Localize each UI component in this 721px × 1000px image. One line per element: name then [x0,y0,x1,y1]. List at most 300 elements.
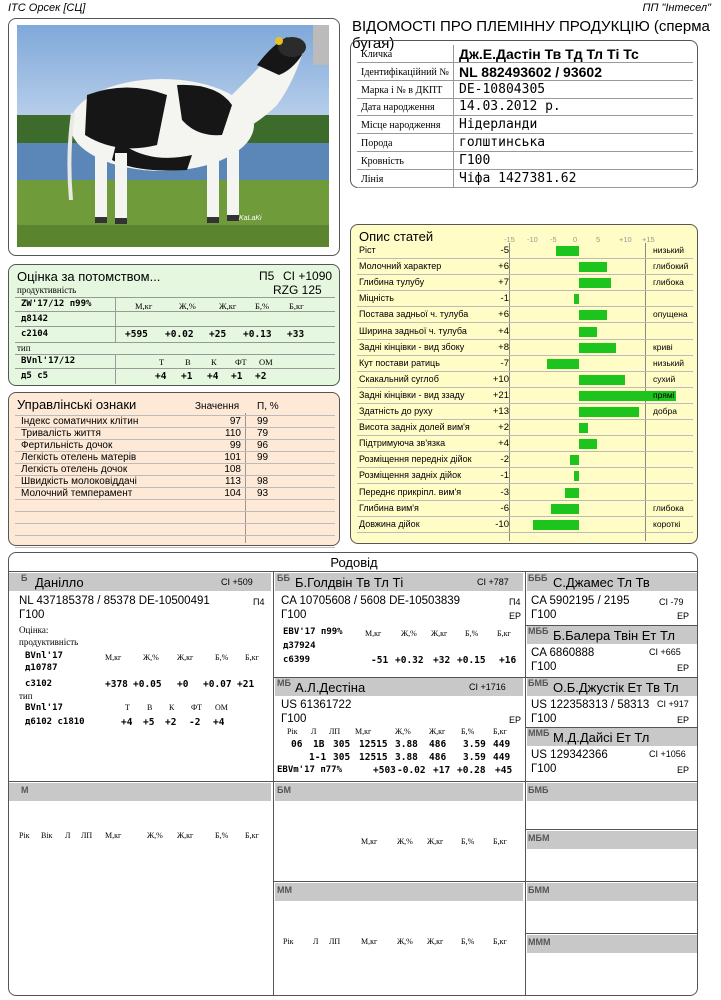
ms-lactation-cell: 449 [493,739,511,750]
linear-title: Опис статей [359,229,434,244]
mgmt-trait-name: Легкість отелень матерів [21,452,137,463]
type-dc: д5 с5 [21,371,49,381]
sire-type-value: +5 [143,717,155,728]
linear-trait-value: +7 [498,277,509,289]
sire-type-value: +2 [165,717,177,728]
linear-trait-bar [579,262,607,272]
cow-photo [17,25,329,247]
mgmt-title: Управлінські ознаки [17,397,137,412]
sire-value: +0.07 [203,679,232,690]
sire-p: П4 [253,597,265,607]
pedigree [8,552,698,996]
management-traits [8,392,340,546]
ms-lactation-cell: 3.59 [463,752,486,763]
identity-row [357,63,693,81]
mbm-tag: МБМ [528,833,550,843]
sire-ci: СІ +509 [221,577,253,587]
progeny-evaluation [8,264,340,386]
linear-trait-bar [579,407,639,417]
identity-key: Ідентифікаційний № [361,66,449,78]
ms-ebv: EBVm'17 п77% [277,765,343,775]
sms-name: О.Б.Джустік Ет Тв Тл [553,680,679,695]
mgmt-trait-name: Індекс соматичних клітин [21,416,139,427]
sire-value: +0 [177,679,189,690]
linear-trait-name: Висота задніх долей вим'я [359,422,470,433]
ms-lactation-cell: 12515 [359,739,388,750]
ss-col-header: Б,% [465,629,479,638]
linear-trait-value: +8 [498,341,509,353]
ss-ebv: EBV'17 п99% [283,627,343,637]
ss-ci: СІ +787 [477,577,509,587]
sire-type-value: -2 [189,717,201,728]
linear-trait-name: Глибина вим'я [359,502,419,513]
ms-lactation-cell: 1В [313,739,325,750]
mss-ep: ЕР [677,663,690,673]
mgmt-trait-name: Тривалість життя [21,428,101,439]
mms-id: US 129342366 [531,749,608,761]
linear-trait-value: +2 [498,422,509,434]
identity-key: Порода [361,138,393,149]
mss-blood: Г100 [531,661,557,673]
identity-key: Дата народження [361,102,435,114]
ss-name: Б.Голдвін Тв Тл Ті [295,575,404,590]
linear-trait-bar [579,423,588,433]
dam-col-header: Б,кг [245,831,259,840]
identity-value: DE-10804305 [459,81,546,97]
linear-description [350,224,698,544]
ms-col-header: Ж,% [395,727,411,736]
sire-bvn2: BVnl'17 [25,703,63,713]
ss-value: +32 [433,655,451,666]
linear-trait-bar [570,455,579,465]
mgmt-trait-value: 104 [224,488,241,499]
mgmt-col-p: П, % [257,401,279,412]
sd-col-header: Ж,кг [427,837,444,846]
linear-trait-name: Скакальний суглоб [359,373,439,384]
progeny-value: +33 [287,329,305,340]
sms-tag: БМБ [528,678,549,688]
mms-ep: ЕР [677,765,690,775]
linear-trait-value: -6 [500,502,509,514]
ss-ep: ЕР [509,611,522,621]
sss-ci: СІ -79 [659,597,684,607]
progeny-col-header: Б,% [255,301,270,311]
linear-trait-name: Розміщення задніх дійок [359,470,462,481]
mgmt-trait-percent: 79 [257,428,269,439]
ms-lactation-cell: 1-1 [309,752,327,763]
linear-trait-value: +4 [498,325,509,337]
smd-tag: БМБ [528,785,549,795]
linear-trait-bar [579,278,611,288]
identity-key: Кровність [361,155,404,167]
linear-trait-bar [547,359,579,369]
sms-blood: Г100 [531,713,557,725]
progeny-rzg: RZG 125 [273,283,322,297]
sms-ep: ЕР [677,715,690,725]
sire-col-header: Б,кг [245,653,259,662]
mgmt-trait-percent: 98 [257,476,269,487]
linear-trait-value: -1 [500,470,509,482]
linear-trait-desc: низький [653,245,684,255]
photo-frame [8,18,340,256]
ss-value: -51 [371,655,389,666]
sire-daughters: д10787 [25,663,58,673]
sire-eval-label: Оцінка: [19,625,49,635]
ss-blood: Г100 [281,609,307,621]
linear-trait-value: -2 [500,454,509,466]
linear-trait-desc: глибока [653,502,684,513]
sd-col-header: Ж,% [397,837,413,846]
sire-id: NL 437185378 / 85378 DE-10500491 [19,595,210,607]
ss-herds: с6399 [283,655,311,665]
linear-trait-value: +6 [498,309,509,321]
mgmt-trait-name: Легкість отелень дочок [21,464,128,475]
identity-row [357,170,693,188]
progeny-title: Оцінка за потомством... [17,269,161,284]
sire-bvn: BVnl'17 [25,651,63,661]
progeny-herds: с2104 [21,329,49,339]
dam-col-header: Л [65,831,71,840]
linear-trait-value: -10 [495,518,509,530]
mgmt-trait-name: Швидкість молоковіддачі [21,476,137,487]
ms-ebv-value: +17 [433,765,451,776]
linear-trait-row [357,307,693,323]
sire-value: +21 [237,679,255,690]
linear-trait-name: Переднє прикріпл. вим'я [359,486,462,497]
sire-blood: Г100 [19,609,45,621]
mgmt-trait-percent: 99 [257,452,269,463]
mgmt-col-value: Значення [195,401,240,412]
linear-trait-bar [556,246,579,256]
sd-col-header: М,кг [361,837,378,846]
md-col-header: Л [313,937,319,946]
ms-name: А.Л.Дестіна [295,680,366,695]
linear-scale-tick: 0 [573,235,578,244]
sire-type-header: ФТ [191,703,203,712]
identity-row [357,134,693,152]
sd-tag: БМ [277,785,291,795]
linear-trait-desc: опущена [653,309,688,320]
document-title: ВІДОМОСТІ ПРО ПЛЕМІННУ ПРОДУКЦІЮ (сперма бугая) [352,18,710,52]
sss-blood: Г100 [531,609,557,621]
progeny-col-header: Ж,кг [219,301,237,311]
mms-tag: ММБ [528,728,550,738]
mgmt-trait-percent: 96 [257,440,269,451]
bmm-tag: БММ [528,885,550,895]
identity-row [357,81,693,99]
linear-trait-name: Молочний характер [359,261,442,272]
bvn-label: BVnl'17/12 [21,356,76,366]
linear-trait-name: Задні кінцівки - вид ззаду [359,389,465,400]
linear-trait-row [357,340,693,356]
linear-trait-name: Ріст [359,245,376,255]
linear-trait-name: Задні кінцівки - вид збоку [359,341,465,352]
md-col-header: ЛП [329,937,341,946]
mgmt-trait-value: 97 [229,416,241,427]
linear-scale-tick: -15 [504,235,515,244]
ms-col-header: Б,% [461,727,475,736]
identity-key: Марка і № в ДКПТ [361,84,443,96]
productivity-label: продуктивність [17,285,77,295]
ms-ep: ЕР [509,715,522,725]
sire-prod-label: продуктивність [19,637,79,647]
linear-trait-row [357,468,693,484]
ms-ebv-value: +0.28 [457,765,486,776]
ms-lactation-cell: 3.88 [395,752,418,763]
sire-col-header: М,кг [105,653,122,662]
linear-trait-value: -7 [500,357,509,369]
linear-trait-bar [533,520,579,530]
mgmt-trait-value: 101 [224,452,241,463]
mgmt-trait-percent: 99 [257,416,269,427]
sd-col-header: Б,кг [493,837,507,846]
linear-trait-value: +4 [498,438,509,450]
linear-trait-bar [565,488,579,498]
linear-scale-tick: +10 [619,235,632,244]
sire-type-header: К [169,703,175,712]
mgmt-trait-value: 113 [225,476,241,487]
md-col-header: Б,кг [493,937,507,946]
mss-name: Б.Балера Твін Ет Тл [553,628,675,643]
sire-type-value: +4 [213,717,225,728]
ms-ebv-value: +45 [495,765,513,776]
linear-trait-bar [574,294,579,304]
sss-name: С.Джамес Тл Тв [553,575,650,590]
linear-trait-bar [579,327,597,337]
ms-col-header: Б,кг [493,727,507,736]
linear-trait-name: Постава задньої ч. тулуба [359,309,469,320]
mms-name: М.Д.Дайсі Ет Тл [553,730,650,745]
progeny-value: +25 [209,329,227,340]
sire-col-header: Ж,кг [177,653,194,662]
ss-daughters: д37924 [283,641,316,651]
linear-trait-row [357,291,693,307]
linear-trait-bar [579,439,597,449]
ss-value: +16 [499,655,517,666]
type-value: +1 [231,371,243,382]
sss-tag: БББ [528,573,548,583]
linear-trait-row [357,404,693,420]
linear-trait-row [357,372,693,388]
linear-trait-row [357,324,693,340]
progeny-ci: СІ +1090 [283,269,333,283]
ms-ebv-value: -0.02 [397,765,426,776]
ms-lactation-cell: 305 [333,739,351,750]
identity-row [357,98,693,116]
linear-trait-desc: глибока [653,277,684,288]
linear-trait-desc: добра [653,406,678,416]
md-col-header: Б,% [461,937,475,946]
ms-col-header: М,кг [355,727,372,736]
mss-tag: МББ [528,626,549,636]
linear-trait-name: Ширина задньої ч. тулуба [359,325,467,336]
identity-value: 14.03.2012 р. [459,99,561,115]
dam-col-header: Рік [19,831,30,840]
ms-lactation-cell: 3.59 [463,739,486,750]
progeny-col-header: М,кг [135,301,153,311]
linear-trait-value: +13 [492,406,509,417]
ms-col-header: Ж,кг [429,727,446,736]
identity-value: Нідерланди [459,117,538,133]
ms-tag: МБ [277,678,291,688]
mgmt-trait-value: 108 [224,464,241,475]
identity-value: Чіфа 1427381.62 [459,170,577,186]
linear-trait-value: +21 [492,389,509,401]
identity-row [357,45,693,63]
mss-ci: СІ +665 [649,647,681,657]
sire-type-header: В [147,703,153,712]
type-value: +1 [181,371,193,382]
progeny-p5: П5 [259,269,275,283]
ss-value: +0.15 [457,655,486,666]
progeny-col-header: Ж,% [179,301,196,311]
ms-blood: Г100 [281,713,307,725]
linear-trait-row [357,420,693,436]
md-col-header: М,кг [361,937,378,946]
linear-trait-value: -1 [500,293,509,305]
progeny-value: +0.02 [165,329,194,340]
progeny-value: +595 [125,329,148,340]
progeny-value: +0.13 [243,329,272,340]
mgmt-trait-name: Молочний темперамент [21,488,133,499]
linear-trait-desc: короткі [653,518,681,529]
sms-ci: СІ +917 [657,699,689,709]
ms-ebv-value: +503 [373,765,396,776]
photo-watermark: KaLaKi [239,215,262,222]
type-col-header: ОМ [259,357,273,367]
sire-type-header: ОМ [215,703,228,712]
linear-trait-row [357,501,693,517]
type-label: тип [17,343,31,353]
identity-value: Г100 [459,152,491,168]
mms-ci: СІ +1056 [649,749,686,759]
dam-tag: М [21,785,29,795]
linear-trait-row [357,517,693,533]
type-value: +4 [207,371,219,382]
md-col-header: Рік [283,937,294,946]
mgmt-trait-value: 99 [229,440,241,451]
sire-dc: д6102 с1810 [25,717,85,727]
mmm-tag: МММ [528,937,551,947]
identity-card [350,40,698,188]
linear-trait-value: -5 [500,245,509,256]
md-tag: ММ [277,885,292,895]
identity-value: голштинська [459,135,546,150]
linear-trait-bar [574,471,579,481]
md-col-header: Ж,% [397,937,413,946]
linear-trait-name: Міцність [359,293,394,304]
ss-value: +0.32 [395,655,424,666]
ms-lactation-cell: 3.88 [395,739,418,750]
sire-value: +0.05 [133,679,162,690]
linear-trait-name: Здатність до руху [359,406,433,416]
dam-col-header: Ж,кг [177,831,194,840]
mgmt-trait-percent: 93 [257,488,269,499]
linear-trait-desc: глибокий [653,261,689,272]
linear-trait-bar [579,343,616,353]
sms-id: US 122358313 / 58313 [531,699,650,711]
type-col-header: К [211,357,217,367]
mgmt-trait-name: Фертильність дочок [21,440,113,451]
sire-value: +378 [105,679,128,690]
linear-trait-value: -3 [500,486,509,498]
linear-scale-tick: -10 [527,235,538,244]
identity-value: NL 882493602 / 93602 [459,63,602,80]
sss-id: CA 5902195 / 2195 [531,595,630,607]
type-col-header: Т [159,357,165,367]
ss-p: П4 [509,597,521,607]
identity-row [357,152,693,170]
dam-col-header: Ж,% [147,831,163,840]
ss-id: CA 10705608 / 5608 DE-10503839 [281,595,461,607]
linear-scale-tick: 5 [596,235,601,244]
linear-scale-tick: -5 [550,235,557,244]
linear-trait-value: +6 [498,261,509,273]
type-value: +4 [155,371,167,382]
ms-lactation-cell: 486 [429,752,447,763]
linear-trait-bar [551,504,579,514]
linear-trait-bar [579,375,625,385]
ms-lactation-cell: 12515 [359,752,388,763]
type-col-header: В [185,357,191,367]
progeny-col-header: Б,кг [289,301,304,311]
sire-type-value: +4 [121,717,133,728]
ms-lactation-cell: 486 [429,739,447,750]
identity-value: Дж.Е.Дастін Тв Тд Тл Ті Тс [459,46,639,62]
dam-col-header: Вік [41,831,53,840]
ss-col-header: М,кг [365,629,382,638]
linear-trait-row [357,436,693,452]
md-col-header: Ж,кг [427,937,444,946]
sire-name: Данілло [35,575,84,590]
linear-trait-row [357,452,693,468]
linear-trait-name: Підтримуюча зв'язка [359,438,446,449]
ss-tag: ББ [277,573,290,583]
linear-trait-row [357,275,693,291]
zw-label: ZW'17/12 п99% [21,299,92,309]
linear-scale-tick: +15 [642,235,655,244]
mss-id: CA 6860888 [531,647,595,659]
linear-trait-desc: сухий [653,373,676,384]
linear-trait-name: Глибина тулубу [359,277,425,288]
dam-col-header: Б,% [215,831,229,840]
linear-trait-row [357,485,693,501]
dam-col-header: М,кг [105,831,122,840]
sire-herds: с3102 [25,679,53,689]
identity-key: Кличка [361,49,393,60]
linear-trait-value: +10 [492,373,509,385]
sire-col-header: Ж,% [143,653,159,662]
linear-trait-desc: криві [653,341,673,352]
identity-key: Місце народження [361,120,441,132]
identity-row [357,116,693,134]
sd-col-header: Б,% [461,837,475,846]
sire-tag: Б [21,573,28,583]
mms-blood: Г100 [531,763,557,775]
ms-lactation-cell: 449 [493,752,511,763]
ms-col-header: ЛП [329,727,341,736]
org-left: ІТС Орсек [СЦ] [8,2,86,14]
linear-trait-row [357,259,693,275]
ms-ci: СІ +1716 [469,682,506,692]
ms-col-header: Рік [287,727,298,736]
type-value: +2 [255,371,267,382]
ms-id: US 61361722 [281,699,352,711]
identity-key: Лінія [361,173,384,185]
type-col-header: ФТ [235,357,247,367]
sire-type-header: Т [125,703,130,712]
linear-trait-row [357,356,693,372]
